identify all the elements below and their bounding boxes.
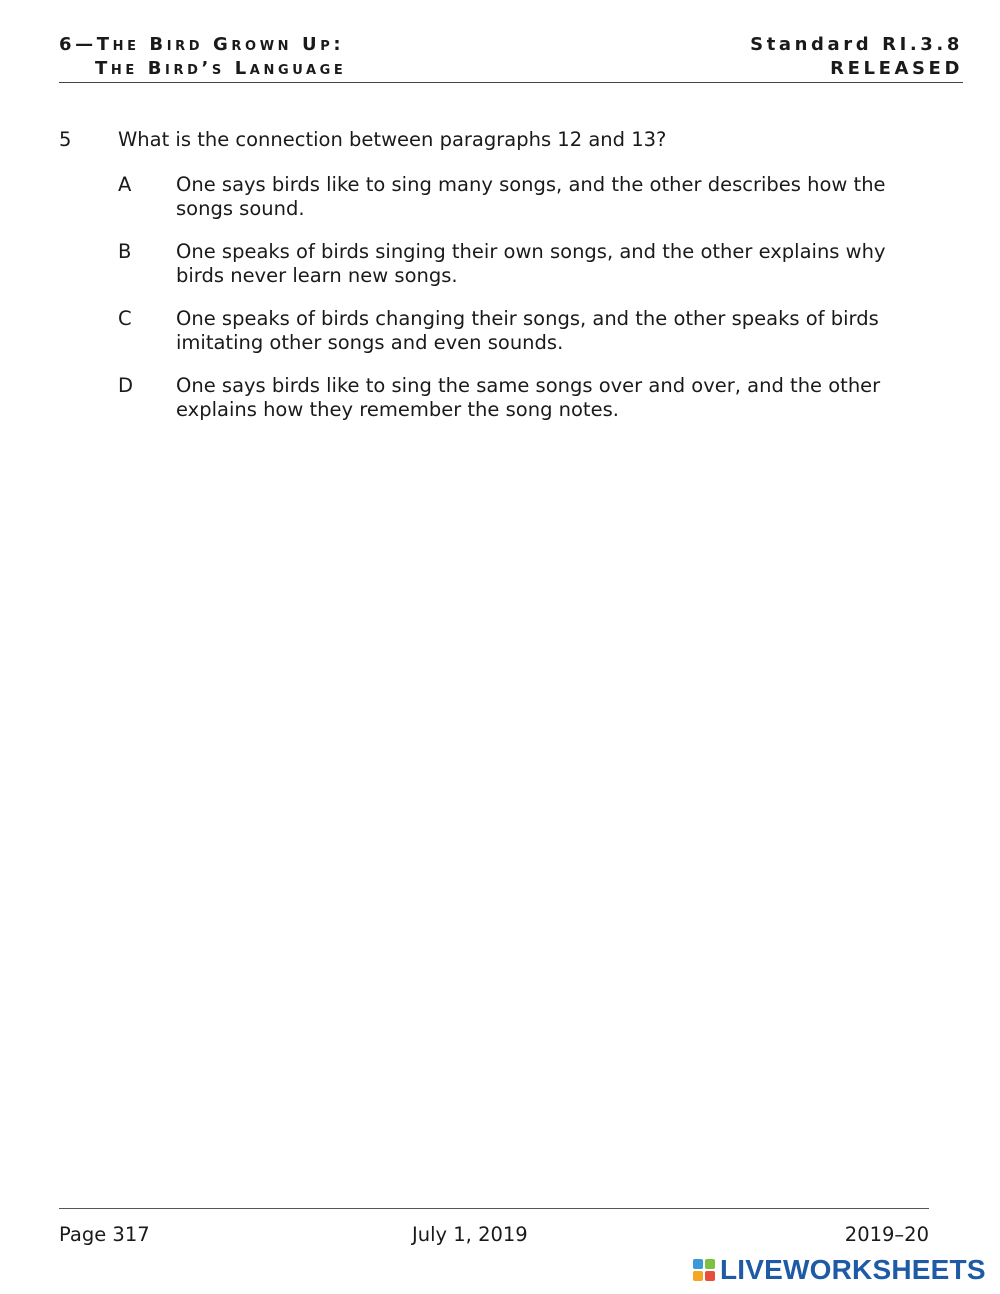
option-text: One says birds like to sing the same songs over and over, and the other explains how they remember the song notes. [176,374,881,421]
brand-name: LIVEWORKSHEETS [720,1254,986,1285]
liveworksheets-logo-icon [692,1258,716,1282]
option-letter: D [118,374,134,397]
option-text: One speaks of birds singing their own songs, and the other explains why birds never learn new songs. [176,240,886,287]
option-letter: A [118,173,132,196]
option-text: One speaks of birds changing their songs, and the other speaks of birds imitating other songs and even sounds. [176,307,879,354]
footer-date: July 1, 2019 [412,1223,528,1246]
option-text: One says birds like to sing many songs, and the other describes how the songs sound. [176,173,886,220]
footer-year: 2019–20 [844,1223,929,1246]
header-title-line1: 6—The Bird Grown Up: [59,34,345,55]
question-number: 5 [59,128,72,151]
liveworksheets-brand [692,1255,986,1285]
header-status: RELEASED [830,58,963,79]
question-stem: What is the connection between paragraphs 12 and 13? [118,128,667,151]
page-header [59,33,963,83]
option-letter: C [118,307,132,330]
footer-page-number: Page 317 [59,1223,150,1246]
page-footer [59,1208,929,1246]
header-standard: Standard RI.3.8 [750,34,963,55]
option-letter: B [118,240,132,263]
header-title-line2: The Bird’s Language [95,58,347,79]
